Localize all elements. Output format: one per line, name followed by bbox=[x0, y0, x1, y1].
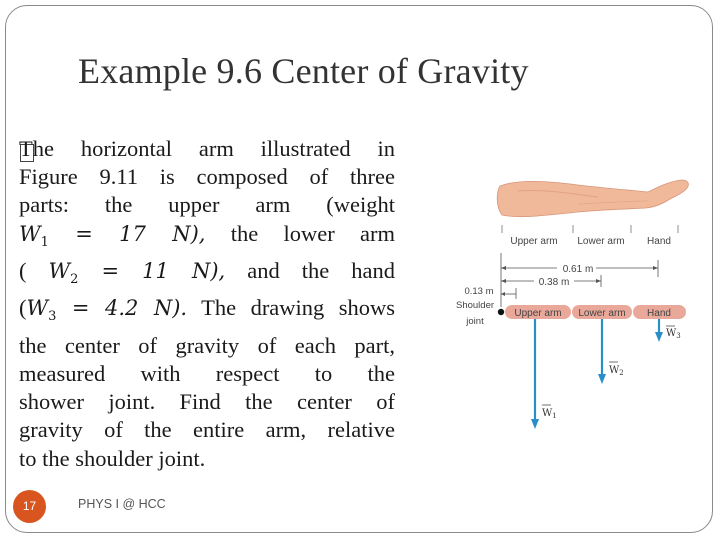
w3-label: $W_3$ bbox=[666, 328, 681, 340]
text-line: $W_1 = 17$ N), the lower arm bbox=[19, 220, 396, 250]
arm-illustration bbox=[497, 180, 688, 217]
top-label-hand: Hand bbox=[647, 236, 671, 247]
weight-symbol: $W_2 = 11$ N), bbox=[48, 259, 226, 288]
top-label-lower-arm: Lower arm bbox=[577, 236, 625, 247]
text-line: ( $W_2 = 11$ N), and the hand bbox=[19, 258, 395, 288]
w1-label: $W_1$ bbox=[542, 408, 557, 420]
w2-label: $W_2$ bbox=[609, 365, 624, 377]
problem-text bbox=[19, 135, 395, 473]
bar-label-upper-arm: Upper arm bbox=[514, 308, 562, 319]
shoulder-joint-dot bbox=[498, 309, 504, 315]
text-line: shower joint. Find the center of bbox=[19, 389, 395, 415]
weight-symbol: $W_1 = 17$ N), bbox=[19, 221, 206, 250]
bar-label-lower-arm: Lower arm bbox=[578, 308, 626, 319]
vector-w1-arrowhead bbox=[531, 419, 539, 429]
text-line: parts: the upper arm (weight bbox=[19, 192, 395, 218]
text-line: measured with respect to the bbox=[19, 360, 395, 386]
dim-label-038: 0.38 m bbox=[538, 277, 570, 288]
top-label-upper-arm: Upper arm bbox=[510, 236, 558, 247]
weight-symbol: $W_3 = 4.2$ N). bbox=[26, 296, 188, 325]
arm-figure bbox=[438, 137, 714, 432]
bar-label-hand: Hand bbox=[647, 308, 671, 319]
text-line: The horizontal arm illustrated in bbox=[19, 136, 395, 161]
dim-label-061: 0.61 m bbox=[562, 264, 594, 275]
dimension-lines bbox=[501, 253, 658, 307]
shoulder-label: Shoulder bbox=[455, 300, 495, 311]
footer-text: PHYS I @ HCC bbox=[78, 497, 166, 511]
joint-label: joint bbox=[466, 316, 484, 327]
dim-label-013: 0.13 m bbox=[464, 286, 494, 297]
slide-title: Example 9.6 Center of Gravity bbox=[78, 51, 529, 91]
text-line: the center of gravity of each part, bbox=[19, 332, 395, 358]
page-number-badge: 17 bbox=[13, 490, 46, 523]
text-line: ($W_3 = 4.2$ N). The drawing shows bbox=[19, 295, 395, 325]
text-line: to the shoulder joint. bbox=[19, 445, 206, 471]
text-line: gravity of the entire arm, relative bbox=[19, 417, 395, 443]
vector-w2-arrowhead bbox=[598, 374, 606, 384]
text-line: Figure 9.11 is composed of three bbox=[19, 164, 395, 190]
vector-w3-arrowhead bbox=[655, 332, 663, 342]
